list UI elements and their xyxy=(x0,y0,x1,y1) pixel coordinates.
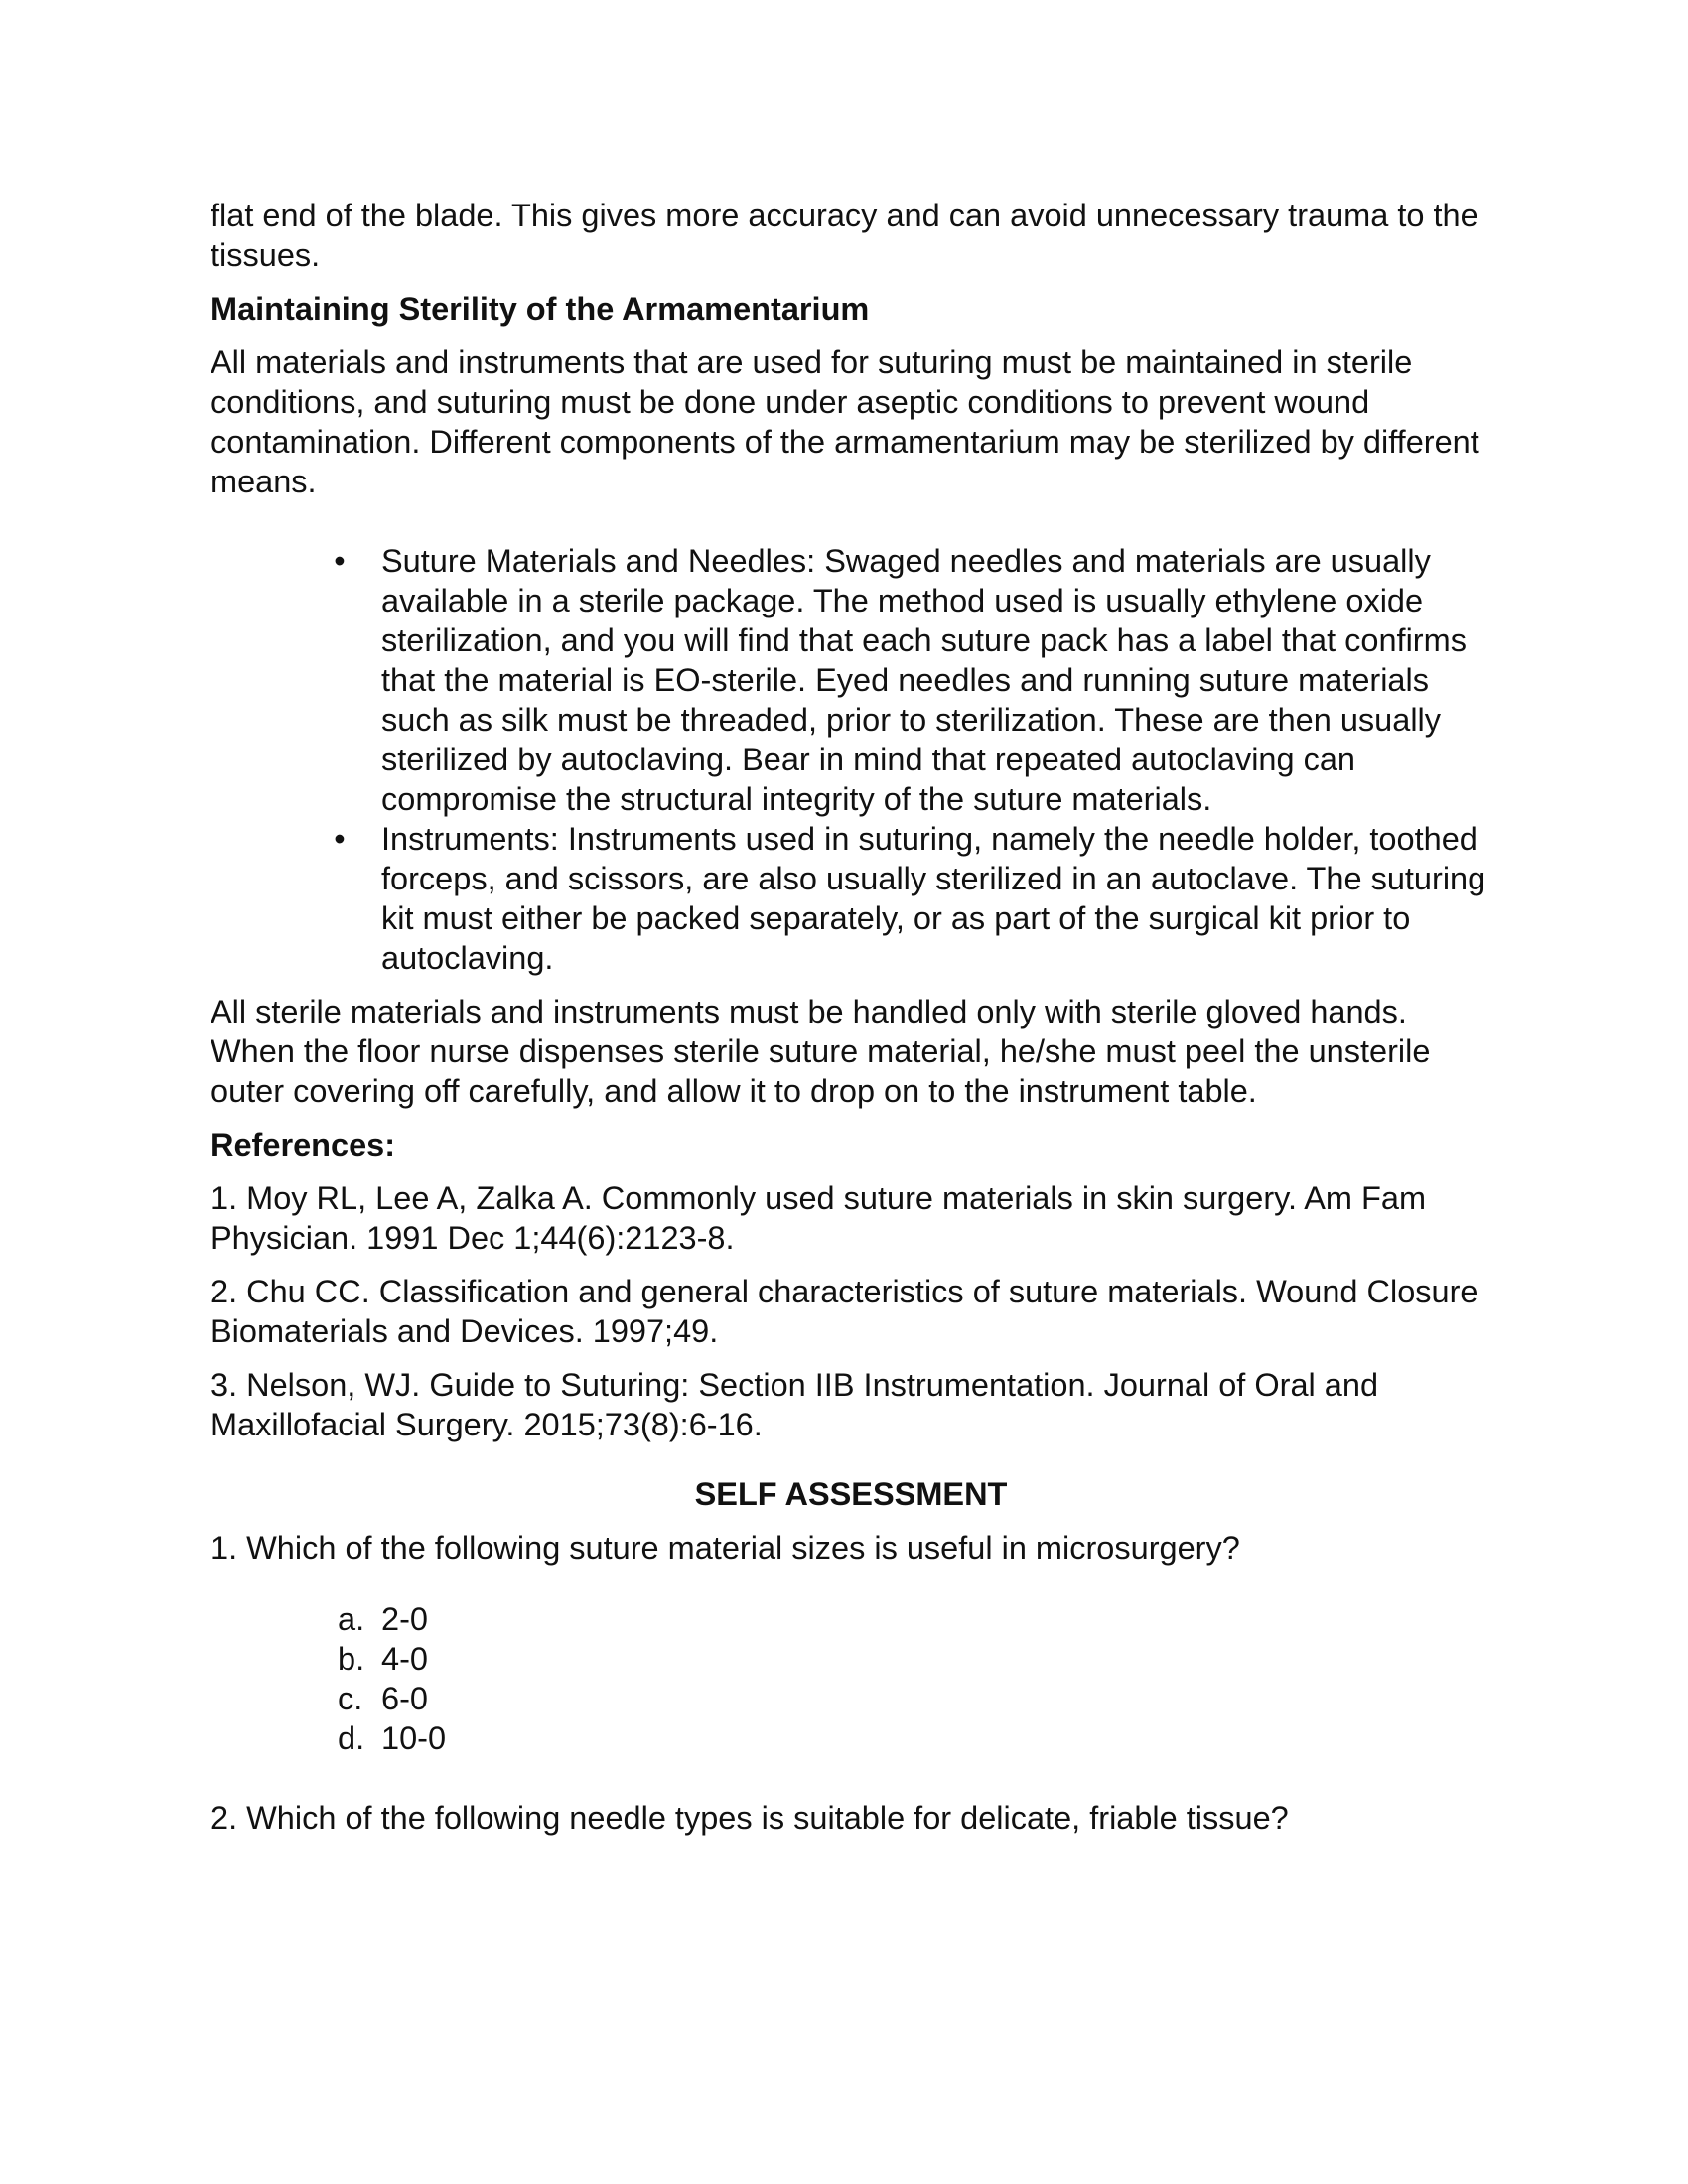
self-assessment-title: SELF ASSESSMENT xyxy=(694,1476,1008,1512)
question-text: 2. Which of the following needle types is suitable for delicate, friable tissue? xyxy=(211,1800,1289,1836)
intro-paragraph: flat end of the blade. This gives more accuracy and can avoid unnecessary trauma to the tissues. xyxy=(211,198,1478,273)
answer-option xyxy=(338,1639,1491,1679)
answer-option xyxy=(338,1718,1491,1758)
option-letter: a. xyxy=(338,1601,365,1637)
answer-option xyxy=(338,1679,1491,1718)
section-paragraph: All materials and instruments that are used for suturing must be maintained in sterile conditions, and suturing must be done under aseptic conditions to prevent wound contamination. Different components of the armamentarium may be sterilized by different means. xyxy=(211,344,1479,499)
reference-item: 2. Chu CC. Classification and general characteristics of suture materials. Wound Closure Biomaterials and Devices. 1997;49. xyxy=(211,1274,1478,1349)
closing-paragraph: All sterile materials and instruments must be handled only with sterile gloved hands. When the floor nurse dispenses sterile suture material, he/she must peel the unsterile outer covering off carefully, and allow it to drop on to the instrument table. xyxy=(211,994,1431,1109)
question-text: 1. Which of the following suture material sizes is useful in microsurgery? xyxy=(211,1530,1240,1566)
document-page xyxy=(211,196,1491,1838)
answer-options xyxy=(211,1599,1491,1758)
option-text: 4-0 xyxy=(381,1641,428,1677)
bullet-text: Suture Materials and Needles: Swaged needles and materials are usually available in a sterile package. The method used is usually ethylene oxide sterilization, and you will find that each suture pack has a label that confirms that the material is EO-sterile. Eyed needles and running suture materials such as silk must be threaded, prior to sterilization. These are then usually sterilized by autoclaving. Bear in mind that repeated autoclaving can compromise the structural integrity of the suture materials. xyxy=(381,543,1467,817)
references-heading: References: xyxy=(211,1127,396,1162)
option-text: 10-0 xyxy=(381,1720,447,1756)
bullet-icon: • xyxy=(334,543,346,579)
list-item xyxy=(334,819,1491,978)
option-text: 2-0 xyxy=(381,1601,428,1637)
reference-item: 3. Nelson, WJ. Guide to Suturing: Section IIB Instrumentation. Journal of Oral and Maxillofacial Surgery. 2015;73(8):6-16. xyxy=(211,1367,1379,1442)
bullet-text: Instruments: Instruments used in suturing, namely the needle holder, toothed forceps, and scissors, are also usually sterilized in an autoclave. The suturing kit must either be packed separately, or as part of the surgical kit prior to autoclaving. xyxy=(381,821,1486,976)
answer-option xyxy=(338,1599,1491,1639)
option-text: 6-0 xyxy=(381,1681,428,1716)
list-item xyxy=(334,541,1491,819)
bullet-list xyxy=(211,541,1491,978)
option-letter: b. xyxy=(338,1641,365,1677)
section-heading: Maintaining Sterility of the Armamentarium xyxy=(211,291,870,327)
option-letter: c. xyxy=(338,1681,363,1716)
option-letter: d. xyxy=(338,1720,365,1756)
reference-item: 1. Moy RL, Lee A, Zalka A. Commonly used suture materials in skin surgery. Am Fam Physician. 1991 Dec 1;44(6):2123-8. xyxy=(211,1180,1427,1256)
bullet-icon: • xyxy=(334,821,346,857)
